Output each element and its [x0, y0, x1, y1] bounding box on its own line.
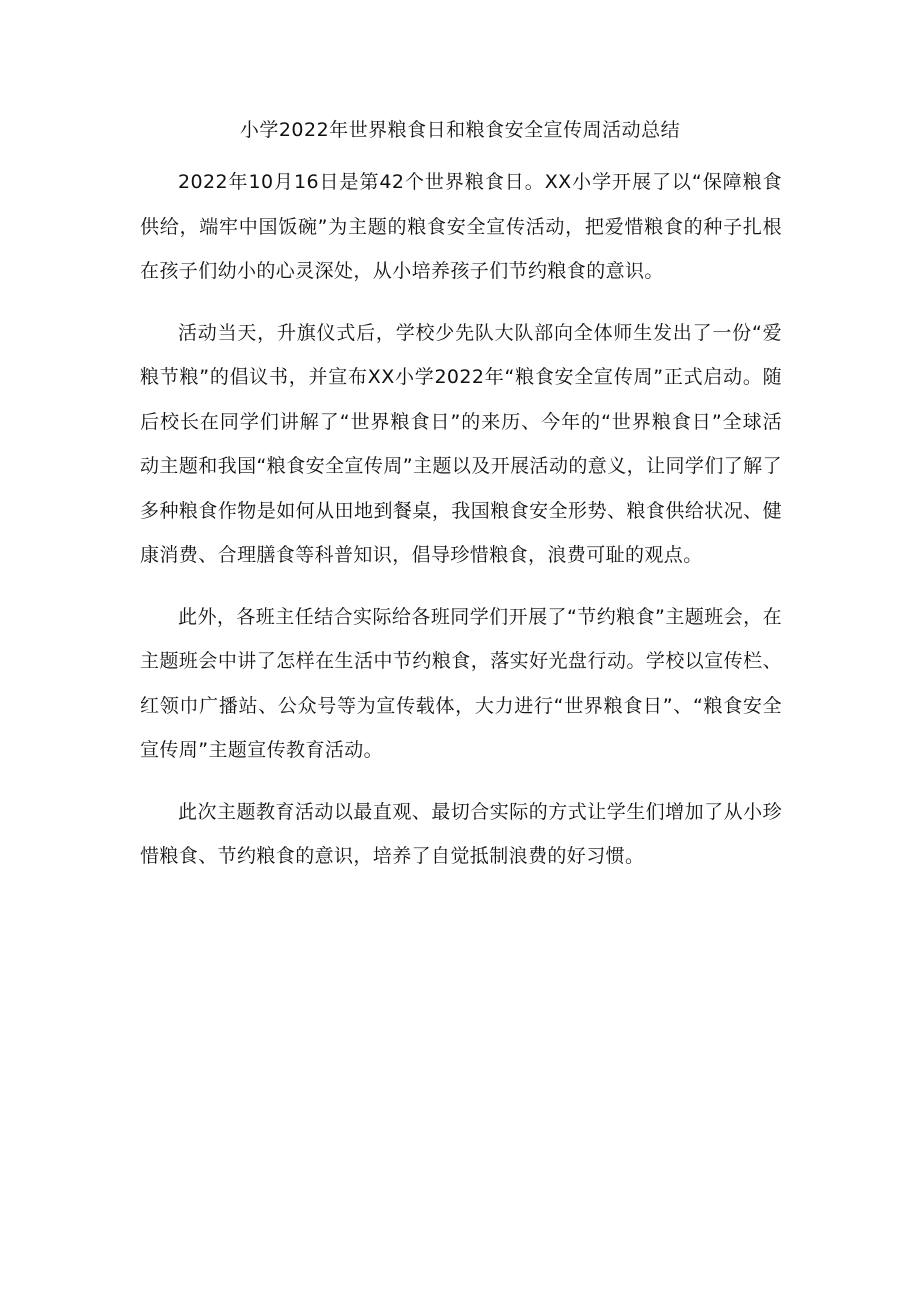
paragraph-1: 2022年10月16日是第42个世界粮食日。XX小学开展了以“保障粮食供给，端牢中国饭碗”为主题的粮食安全宣传活动，把爱惜粮食的种子扎根在孩子们幼小的心灵深处，从小培养孩子们节约粮食的意识。: [140, 171, 782, 282]
document-body: [140, 160, 782, 896]
document-title: 小学2022年世界粮食日和粮食安全宣传周活动总结: [239, 119, 681, 141]
paragraph-3: 此外，各班主任结合实际给各班同学们开展了“节约粮食”主题班会，在主题班会中讲了怎样在生活中节约粮食，落实好光盘行动。学校以宣传栏、红领巾广播站、公众号等为宣传载体，大力进行“世界粮食日”、“粮食安全宣传周”主题宣传教育活动。: [140, 605, 782, 761]
paragraph-2: 活动当天，升旗仪式后，学校少先队大队部向全体师生发出了一份“爱粮节粮”的倡议书，并宣布XX小学2022年“粮食安全宣传周”正式启动。随后校长在同学们讲解了“世界粮食日”的来历、今年的“世界粮食日”全球活动主题和我国“粮食安全宣传周”主题以及开展活动的意义，让同学们了解了多种粮食作物是如何从田地到餐桌，我国粮食安全形势、粮食供给状况、健康消费、合理膳食等科普知识，倡导珍惜粮食，浪费可耻的观点。: [140, 321, 782, 566]
paragraph-4: 此次主题教育活动以最直观、最切合实际的方式让学生们增加了从小珍惜粮食、节约粮食的意识，培养了自觉抵制浪费的好习惯。: [140, 800, 782, 867]
